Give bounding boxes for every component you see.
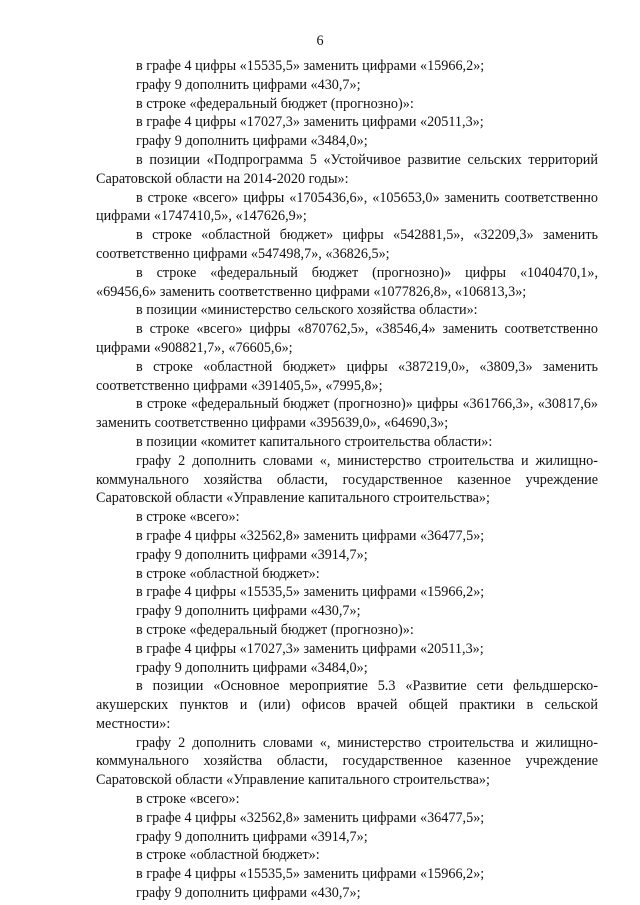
- paragraph: в графе 4 цифры «17027,3» заменить цифрами «20511,3»;: [136, 114, 484, 131]
- paragraph: в позиции «Подпрограмма 5 «Устойчивое развитие сельских территорий Саратовской области на 2014-2020 годы»:: [96, 151, 598, 187]
- paragraph: в позиции «Основное мероприятие 5.3 «Развитие сети фельдшерско-акушерских пунктов и (или) офисов врачей общей практики в сельской местности»:: [96, 678, 598, 732]
- paragraph: в графе 4 цифры «15535,5» заменить цифрами «15966,2»;: [136, 866, 485, 883]
- paragraph: в строке «всего»:: [136, 509, 240, 526]
- paragraph: в строке «областной бюджет» цифры «542881,5», «32209,3» заменить соответственно цифрами «547498,7», «36826,5»;: [96, 227, 598, 262]
- paragraph: графу 2 дополнить словами «, министерство строительства и жилищно-коммунального хозяйства области, государственное казенное учреждение Саратовской области «Управление капитального строительства»;: [96, 734, 598, 789]
- paragraph: в позиции «министерство сельского хозяйства области»:: [136, 302, 478, 319]
- paragraph: в строке «федеральный бюджет (прогнозно)» цифры «361766,3», «30817,6» заменить соответственно цифрами «395639,0», «64690,3»;: [96, 396, 598, 432]
- paragraph: в строке «федеральный бюджет (прогнозно)»:: [136, 95, 414, 112]
- paragraph: в графе 4 цифры «32562,8» заменить цифрами «36477,5»;: [136, 809, 485, 826]
- paragraph: в строке «федеральный бюджет (прогнозно)» цифры «1040470,1», «69456,6» заменить соответственно цифрами «1077826,8», «106813,3»;: [96, 264, 598, 300]
- paragraph: графу 9 дополнить цифрами «3484,0»;: [136, 659, 368, 676]
- paragraph: графу 9 дополнить цифрами «430,7»;: [136, 603, 361, 620]
- paragraph: в строке «федеральный бюджет (прогнозно)»:: [136, 621, 414, 638]
- paragraph: графу 9 дополнить цифрами «430,7»;: [136, 885, 361, 902]
- paragraph: в строке «областной бюджет» цифры «387219,0», «3809,3» заменить соответственно цифрами «391405,5», «7995,8»;: [96, 358, 598, 394]
- paragraph: в строке «областной бюджет»:: [136, 565, 320, 582]
- paragraph: в графе 4 цифры «15535,5» заменить цифрами «15966,2»;: [136, 584, 485, 601]
- paragraph: в строке «всего» цифры «1705436,6», «105653,0» заменить соответственно цифрами «1747410,5», «147626,9»;: [96, 189, 598, 225]
- paragraph: в графе 4 цифры «15535,5» заменить цифрами «15966,2»;: [136, 58, 485, 74]
- document-body: [96, 57, 598, 903]
- paragraph: в строке «всего» цифры «870762,5», «38546,4» заменить соответственно цифрами «908821,7», «76605,6»;: [96, 321, 598, 356]
- paragraph: графу 9 дополнить цифрами «3484,0»;: [136, 133, 368, 150]
- paragraph: в позиции «комитет капитального строительства области»:: [136, 433, 493, 450]
- paragraph: в графе 4 цифры «17027,3» заменить цифрами «20511,3»;: [136, 640, 484, 657]
- paragraph: в графе 4 цифры «32562,8» заменить цифрами «36477,5»;: [136, 527, 485, 544]
- paragraph: графу 9 дополнить цифрами «3914,7»;: [136, 828, 368, 845]
- paragraph: графу 9 дополнить цифрами «3914,7»;: [136, 546, 368, 563]
- paragraph: в строке «областной бюджет»:: [136, 847, 320, 864]
- paragraph: графу 2 дополнить словами «, министерство строительства и жилищно-коммунального хозяйства области, государственное казенное учреждение Саратовской области «Управление капитального строительства»;: [96, 452, 598, 507]
- page-number: 6: [316, 33, 324, 49]
- paragraph: графу 9 дополнить цифрами «430,7»;: [136, 76, 361, 93]
- paragraph: в строке «всего»:: [136, 791, 240, 808]
